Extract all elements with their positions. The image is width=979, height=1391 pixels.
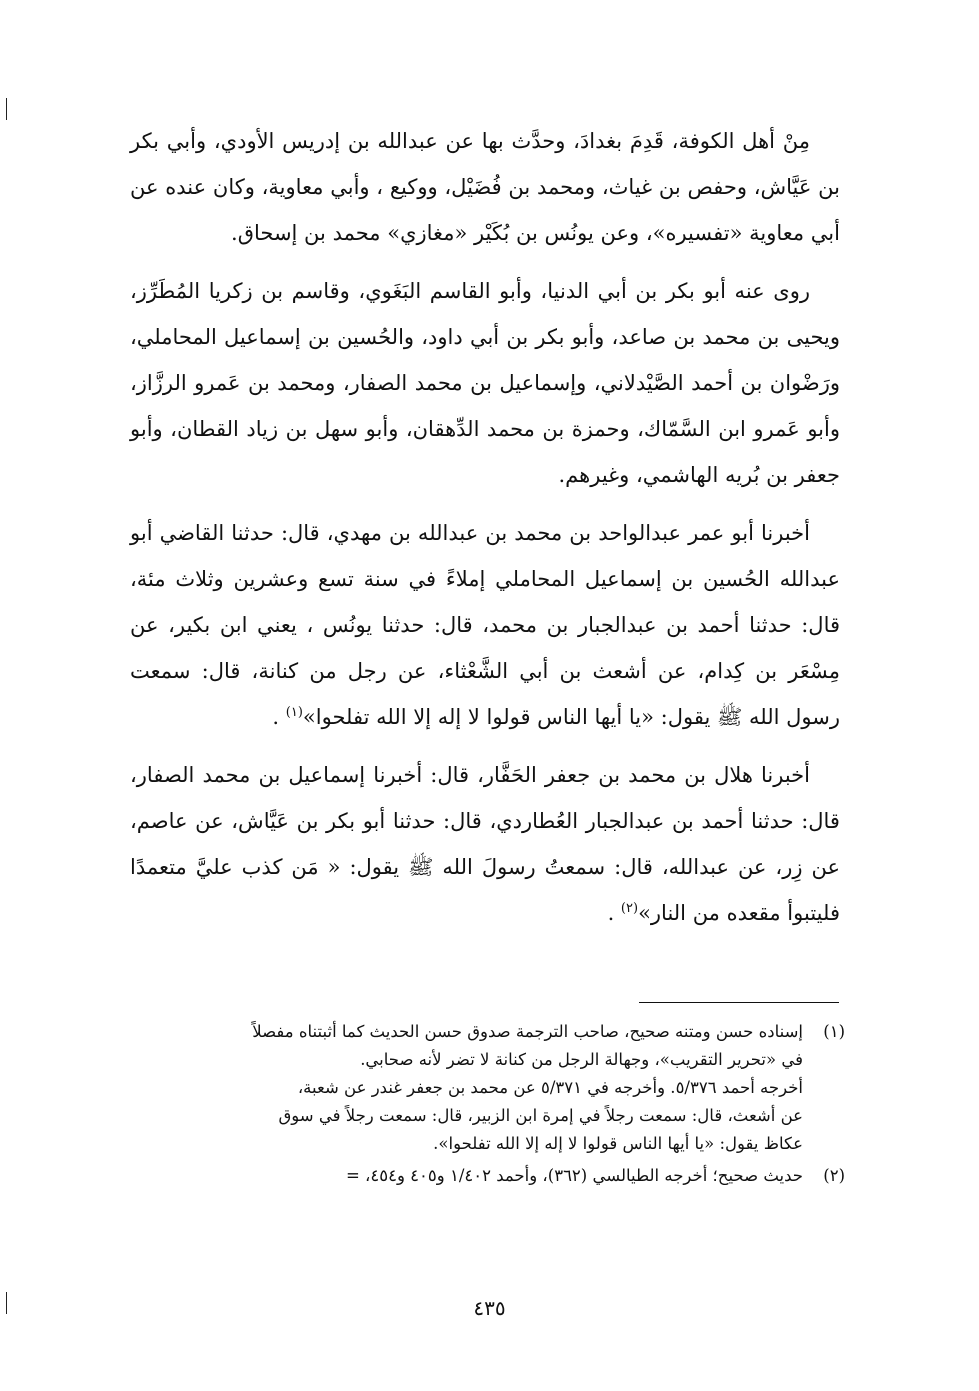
text-line: القاضي أبو عبدالله الحُسين بن إسماعيل المحاملي إملاءً في سنة تسع وعشرين (130, 521, 840, 591)
paragraph: أخبرنا هلال بن محمد بن جعفر الحَفَّار، قال: أخبرنا إسماعيل بن محمد الصفار، قال: حدثنا أحمد بن عبدالجبار العُطاردي، قال: حدثنا أبو بكر بن عَيَّاش، عن عاصم، عن زِر، عن عبدالله، قال: سمعتُ رسولَ الله ﷺ يقول: « مَن كذب عليَّ متعمدًا فليتبوأ مقعده من النار»$^{(٢)}$ . (130, 763, 840, 925)
footnote-line: عكاظ يقول: «يا أيها الناس قولوا لا إله إلا الله تفلحوا». (433, 1134, 803, 1153)
text-line: يقول: « مَن كذب عليَّ متعمدًا فليتبوأ مقعده من النار» (130, 855, 840, 925)
footnote (125, 1018, 845, 1158)
text-line: المُطَرِّز، ويحيى بن محمد بن صاعد، وأبو بكر بن أبي داود، والحُسين بن (130, 279, 841, 349)
footnote-reference: (١) (285, 705, 303, 720)
footnote (125, 1162, 845, 1190)
text-line: كنانة، قال: سمعت رسول الله ﷺ يقول: «يا أيها الناس قولوا لا إله إلا الله (130, 659, 840, 729)
text-line: مِنْ أهل الكوفة، قَدِمَ بغدادَ، وحدَّث بها عن عبدالله بن إدريس الأودي، (213, 129, 810, 153)
text-line: محمد بن إسحاق. (231, 221, 381, 245)
text-line: الصفار، ومحمد بن عَمرو الرزَّاز، وأبو عَمرو ابن السَّمّاك، وحمزة بن محمد (130, 371, 840, 441)
text-line: وثلاث مئة، قال: حدثنا أحمد بن عبدالجبار بن محمد، قال: حدثنا يونُس ، (130, 567, 841, 637)
footnote-line: في «تحرير التقريب»، وجهالة الرجل من كنانة لا تضر لأنه صحابي. (360, 1050, 803, 1069)
text-line: روى عنه أبو بكر بن أبي الدنيا، وأبو القاسم البَغَوي، وقاسم بن زكريا (208, 279, 810, 303)
footnote-body (125, 1162, 803, 1190)
text-line: الدِّهقان، وأبو سهل بن زياد القطان، وأبو جعفر بن بُريه الهاشمي، وغيرهم. (130, 417, 840, 487)
paragraph (130, 118, 840, 256)
footnote-number: (١) (823, 1022, 845, 1041)
text-line: يعني ابن بكير، عن مِسْعَر بن كِدام، عن أشعث بن أبي الشَّعْثاء، عن رجل من (130, 613, 840, 683)
text-line: محمد الصفار، قال: حدثنا أحمد بن عبدالجبار العُطاردي، قال: حدثنا أبو (130, 763, 840, 833)
text-line: إسماعيل المحاملي، ورَضْوان بن أحمد الصَّيْدلاني، وإسماعيل بن محمد (130, 325, 840, 395)
footnote-body (125, 1018, 803, 1158)
footnote-reference: (٢) (620, 901, 639, 916)
scan-edge-mark (6, 98, 7, 120)
footnote-separator (639, 1002, 839, 1003)
text-line: أخبرنا أبو عمر عبدالواحد بن محمد بن عبدالله بن مهدي، قال: حدثنا (231, 521, 810, 545)
footnote-line: أخرجه أحمد ٥/٣٧٦. وأخرجه في ٥/٣٧١ عن محمد بن جعفر غندر عن شعبة، (297, 1078, 803, 1097)
footnote-number: (٢) (823, 1166, 845, 1185)
text-line: تفلحوا» (302, 705, 370, 729)
footnotes (125, 1018, 845, 1194)
main-text (130, 118, 840, 936)
text-line: وأبي بكر بن عَيَّاش، وحفص بن غياث، ومحمد بن فُضَيْل، ووكيع ، وأبي (130, 129, 840, 199)
text-line: بكر بن عَيَّاش، عن عاصم، عن زِر، عن عبدالله، قال: سمعتُ رسولَ الله ﷺ (130, 809, 840, 879)
footnote-line: إسناده حسن ومتنه صحيح، صاحب الترجمة صدوق حسن الحديث كما أثبتناه مفصلاً (252, 1022, 803, 1041)
footnote-line: حديث صحيح؛ أخرجه الطيالسي (٣٦٢)، وأحمد ١/٤٠٢ و٤٠٥ و٤٥٤، = (345, 1166, 803, 1185)
page-number: ٤٣٥ (473, 1296, 506, 1320)
paragraph: أخبرنا أبو عمر عبدالواحد بن محمد بن عبدالله بن مهدي، قال: حدثنا القاضي أبو عبدالله الحُسين بن إسماعيل المحاملي إملاءً في سنة تسع وعشرين وثلاث مئة، قال: حدثنا أحمد بن عبدالجبار بن محمد، قال: حدثنا يونُس ، يعني ابن بكير، عن مِسْعَر بن كِدام، عن أشعث بن أبي الشَّعْثاء، عن رجل من كنانة، قال: سمعت رسول الله ﷺ يقول: «يا أيها الناس قولوا لا إله إلا الله تفلحوا»$^{(١)}$ . (130, 521, 841, 729)
paragraph (130, 268, 840, 498)
text-line: أخبرنا هلال بن محمد بن جعفر الحَفَّار، قال: أخبرنا إسماعيل بن (258, 763, 810, 787)
text-line: معاوية، وكان عنده عن أبي معاوية «تفسيره»، وعن يونُس بن بُكَيْر «مغازي» (130, 175, 840, 245)
footnote-line: عن أشعث، قال: سمعت رجلاً في إمرة ابن الزبير، قال: سمعت رجلاً في سوق (278, 1106, 803, 1125)
